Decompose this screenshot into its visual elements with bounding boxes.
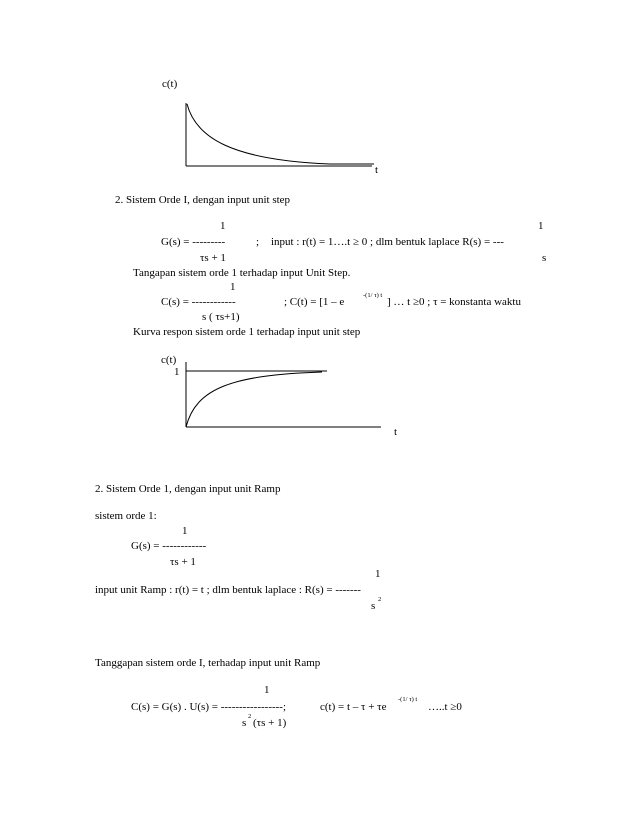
ramp-input-line: input unit Ramp : r(t) = t ; dlm bentuk laplace : R(s) = ------- [95, 584, 361, 596]
ramp-response-title: Tanggapan sistem orde I, terhadap input unit Ramp [95, 657, 321, 669]
step-c-time-pre: ; C(t) = [1 – e [284, 296, 345, 308]
step-g-denominator: τs + 1 [200, 252, 226, 264]
step-c-numerator: 1 [230, 281, 236, 293]
step-input-line: input : r(t) = 1….t ≥ 0 ; dlm bentuk laplace R(s) = --- [271, 236, 504, 248]
ramp-system-label: sistem orde 1: [95, 510, 157, 522]
step-g-separator: ; [256, 236, 260, 248]
ramp-heading: 2. Sistem Orde 1, dengan input unit Ramp [95, 483, 281, 495]
graph2-response-curve [186, 372, 322, 427]
ramp-c-denominator-rest: (τs + 1) [253, 717, 287, 729]
ramp-c-numerator: 1 [264, 684, 270, 696]
ramp-r-denominator: s [371, 600, 376, 612]
ramp-r-numerator: 1 [375, 568, 381, 580]
graph2-level-label: 1 [174, 366, 180, 378]
graph1-xlabel: t [375, 164, 379, 176]
ramp-g-lhs: G(s) = ------------ [131, 540, 207, 552]
ramp-g-numerator: 1 [182, 525, 188, 537]
graph2-ylabel: c(t) [161, 354, 177, 366]
ramp-c-time-pre: c(t) = t – τ + τe [320, 701, 387, 713]
step-r-denominator: s [542, 252, 547, 264]
ramp-g-denominator: τs + 1 [170, 556, 196, 568]
step-response-title: Tangapan sistem orde 1 terhadap input Unit Step. [133, 267, 351, 279]
graph2-xlabel: t [394, 426, 398, 438]
step-curve-title: Kurva respon sistem orde 1 terhadap input unit step [133, 326, 361, 338]
ramp-r-denominator-power: 2 [378, 596, 382, 603]
step-r-numerator: 1 [538, 220, 544, 232]
step-c-lhs: C(s) = ------------ [161, 296, 236, 308]
step-heading: 2. Sistem Orde I, dengan input unit step [115, 194, 291, 206]
ramp-c-denominator-power: 2 [248, 713, 252, 720]
graph1-ylabel: c(t) [162, 78, 178, 90]
ramp-c-line: C(s) = G(s) . U(s) = -----------------; [131, 701, 287, 713]
step-g-lhs: G(s) = --------- [161, 236, 226, 248]
step-g-numerator: 1 [220, 220, 226, 232]
ramp-c-time-post: …..t ≥0 [428, 701, 462, 713]
step-c-denominator: s ( τs+1) [202, 311, 240, 323]
ramp-c-exponent: -(1/ τ) t [398, 696, 418, 703]
step-c-time-post: ] … t ≥0 ; τ = konstanta waktu [387, 296, 521, 308]
step-c-exponent: -(1/ τ) t [363, 292, 383, 299]
ramp-c-denominator-s: s [242, 717, 247, 729]
